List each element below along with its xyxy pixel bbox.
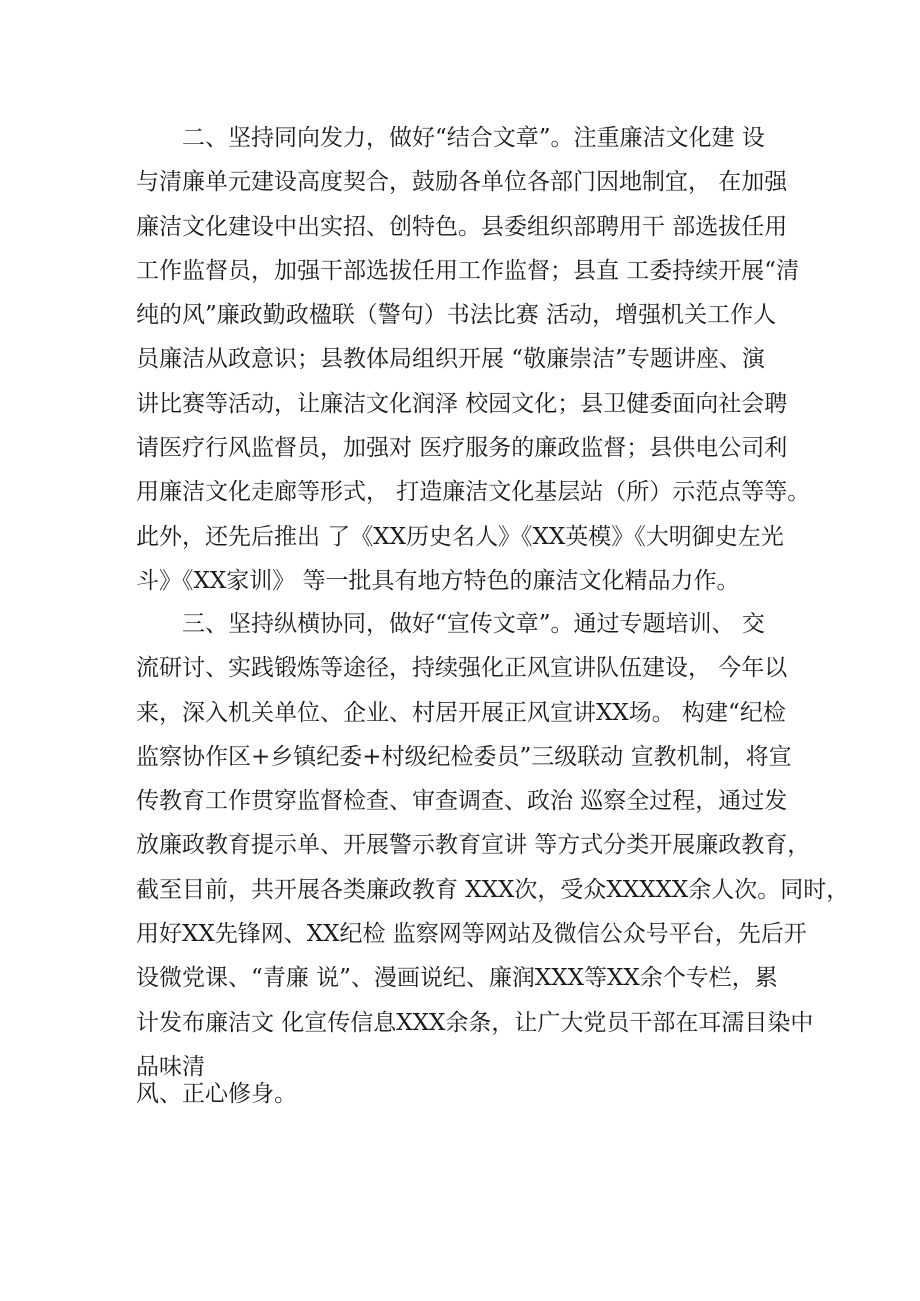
text-line: 工作监督员，加强干部选拔任用工作监督；县直 工委持续开展“清 xyxy=(136,257,800,284)
text-line: 监察协作区+乡镇纪委+村级纪检委员”三级联动 宣教机制，将宣 xyxy=(136,743,792,770)
paragraph-combine-article xyxy=(136,116,816,603)
text-line: 讲比赛等活动，让廉洁文化润泽 校园文化；县卫健委面向社会聘 xyxy=(136,390,788,417)
text-line: 截至目前，共开展各类廉政教育 XXX次，受众XXXXX余人次。同时， xyxy=(136,876,850,903)
text-line: 与清廉单元建设高度契合，鼓励各单位各部门因地制宜， 在加强 xyxy=(136,169,788,196)
text-line: 二、坚持同向发力，做好“结合文章”。注重廉洁文化建 设 xyxy=(136,125,765,151)
text-line: 来，深入机关单位、企业、村居开展正风宣讲XX场。 构建“纪检 xyxy=(136,699,786,726)
text-line: 三、坚持纵横协同，做好“宣传文章”。通过专题培训、 交 xyxy=(136,611,765,637)
paragraph-closing-line xyxy=(136,1072,816,1116)
text-line: 请医疗行风监督员，加强对 医疗服务的廉政监督；县供电公司利 xyxy=(136,435,788,462)
text-line: 设微党课、“青廉 说”、漫画说纪、廉润XXX等XX余个专栏，累 xyxy=(136,965,778,992)
text-line: 用廉洁文化走廊等形式， 打造廉洁文化基层站（所）示范点等等。 xyxy=(136,479,811,506)
paragraph-publicity-article xyxy=(136,602,850,1089)
text-line: 流研讨、实践锻炼等途径，持续强化正风宣讲队伍建设， 今年以 xyxy=(136,655,788,682)
text-line: 斗》《XX家训》 等一批具有地方特色的廉洁文化精品力作。 xyxy=(136,567,740,594)
text-line: 放廉政教育提示单、开展警示教育宣讲 等方式分类开展廉政教育， xyxy=(136,832,811,859)
text-line: 品味清 xyxy=(136,1053,205,1080)
text-line: 廉洁文化建设中出实招、创特色。县委组织部聘用干 部选拔任用 xyxy=(136,213,788,240)
text-line: 员廉洁从政意识；县教体局组织开展 “敬廉崇洁”专题讲座、演 xyxy=(136,346,765,373)
text-line: 传教育工作贯穿监督检查、审查调查、政治 巡察全过程，通过发 xyxy=(136,788,788,815)
text-line: 风、正心修身。 xyxy=(136,1081,297,1107)
text-line: 此外，还先后推出 了《XX历史名人》《XX英模》《大明御史左光 xyxy=(136,523,784,550)
text-line: 计发布廉洁文 化宣传信息XXX余条，让广大党员干部在耳濡目染中 xyxy=(136,1009,814,1036)
text-line: 纯的风”廉政勤政楹联（警句）书法比赛 活动，增强机关工作人 xyxy=(136,302,777,329)
text-line: 用好XX先锋网、XX纪检 监察网等网站及微信公众号平台，先后开 xyxy=(136,921,807,948)
